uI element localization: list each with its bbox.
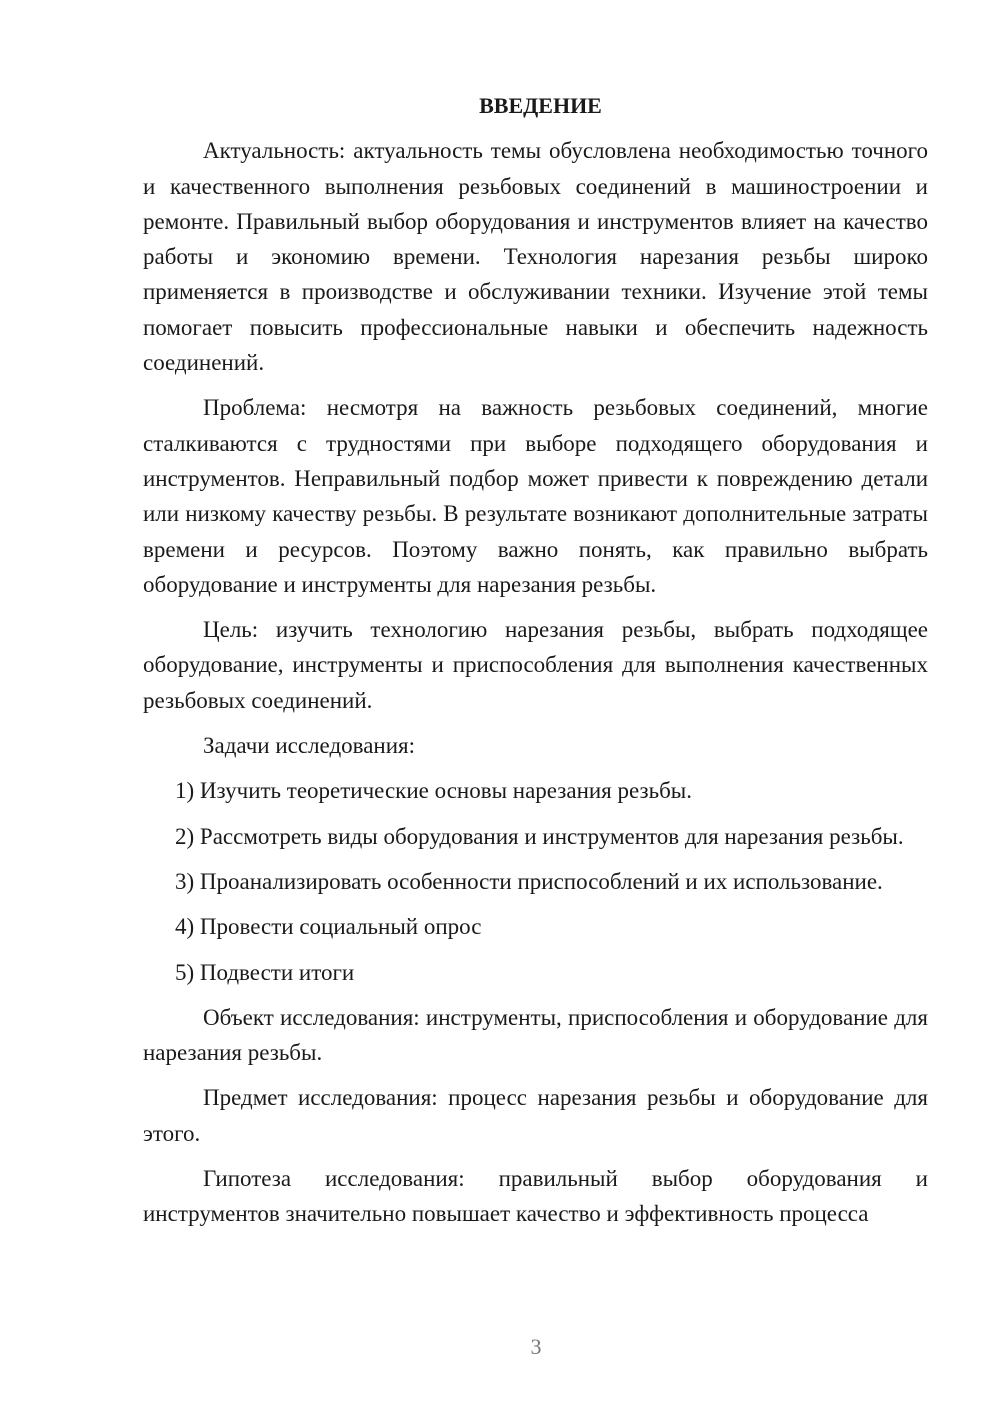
task-item-1: 1) Изучить теоретические основы нарезания резьбы. (175, 778, 692, 804)
task-item-4: 4) Провести социальный опрос (175, 914, 482, 940)
paragraph-subject: Предмет исследования: процесс нарезания резьбы и оборудование для этого. (143, 1085, 928, 1146)
task-item-5: 5) Подвести итоги (175, 959, 355, 985)
paragraph-object: Объект исследования: инструменты, приспособления и оборудование для нарезания резьбы. (143, 1004, 928, 1066)
paragraph-problem: Проблема: несмотря на важность резьбовых соединений, многие сталкиваются с трудностями при выборе подходящего оборудования и инструментов. Неправильный подбор может привести к повреждению детали или низкому качеству резьбы. В результате возникают дополнительные затраты времени и ресурсов. Поэтому важно понять, как правильно выбрать оборудование и инструменты для нарезания резьбы. (143, 395, 928, 597)
task-item-2: 2) Рассмотреть виды оборудования и инструментов для нарезания резьбы. (175, 823, 904, 849)
paragraph-hypothesis: Гипотеза исследования: правильный выбор оборудования и инструментов значительно повышает качество и эффективность процесса (143, 1166, 928, 1227)
paragraph-goal: Цель: изучить технологию нарезания резьбы, выбрать подходящее оборудование, инструменты и приспособления для выполнения качественных резьбовых соединений. (143, 617, 928, 713)
task-item-3: 3) Проанализировать особенности приспособлений и их использование. (175, 868, 883, 894)
document-page (143, 88, 928, 1242)
page-number: 3 (530, 1334, 542, 1359)
section-title: ВВЕДЕНИЕ (479, 93, 602, 118)
paragraph-relevance: Актуальность: актуальность темы обусловлена необходимостью точного и качественного выполнения резьбовых соединений в машиностроении и ремонте. Правильный выбор оборудования и инструментов влияет на качество работы и экономию времени. Технология нарезания резьбы широко применяется в производстве и обслуживании техники. Изучение этой темы помогает повысить профессиональные навыки и обеспечить надежность соединений. (143, 138, 928, 376)
tasks-heading: Задачи исследования: (203, 733, 416, 759)
